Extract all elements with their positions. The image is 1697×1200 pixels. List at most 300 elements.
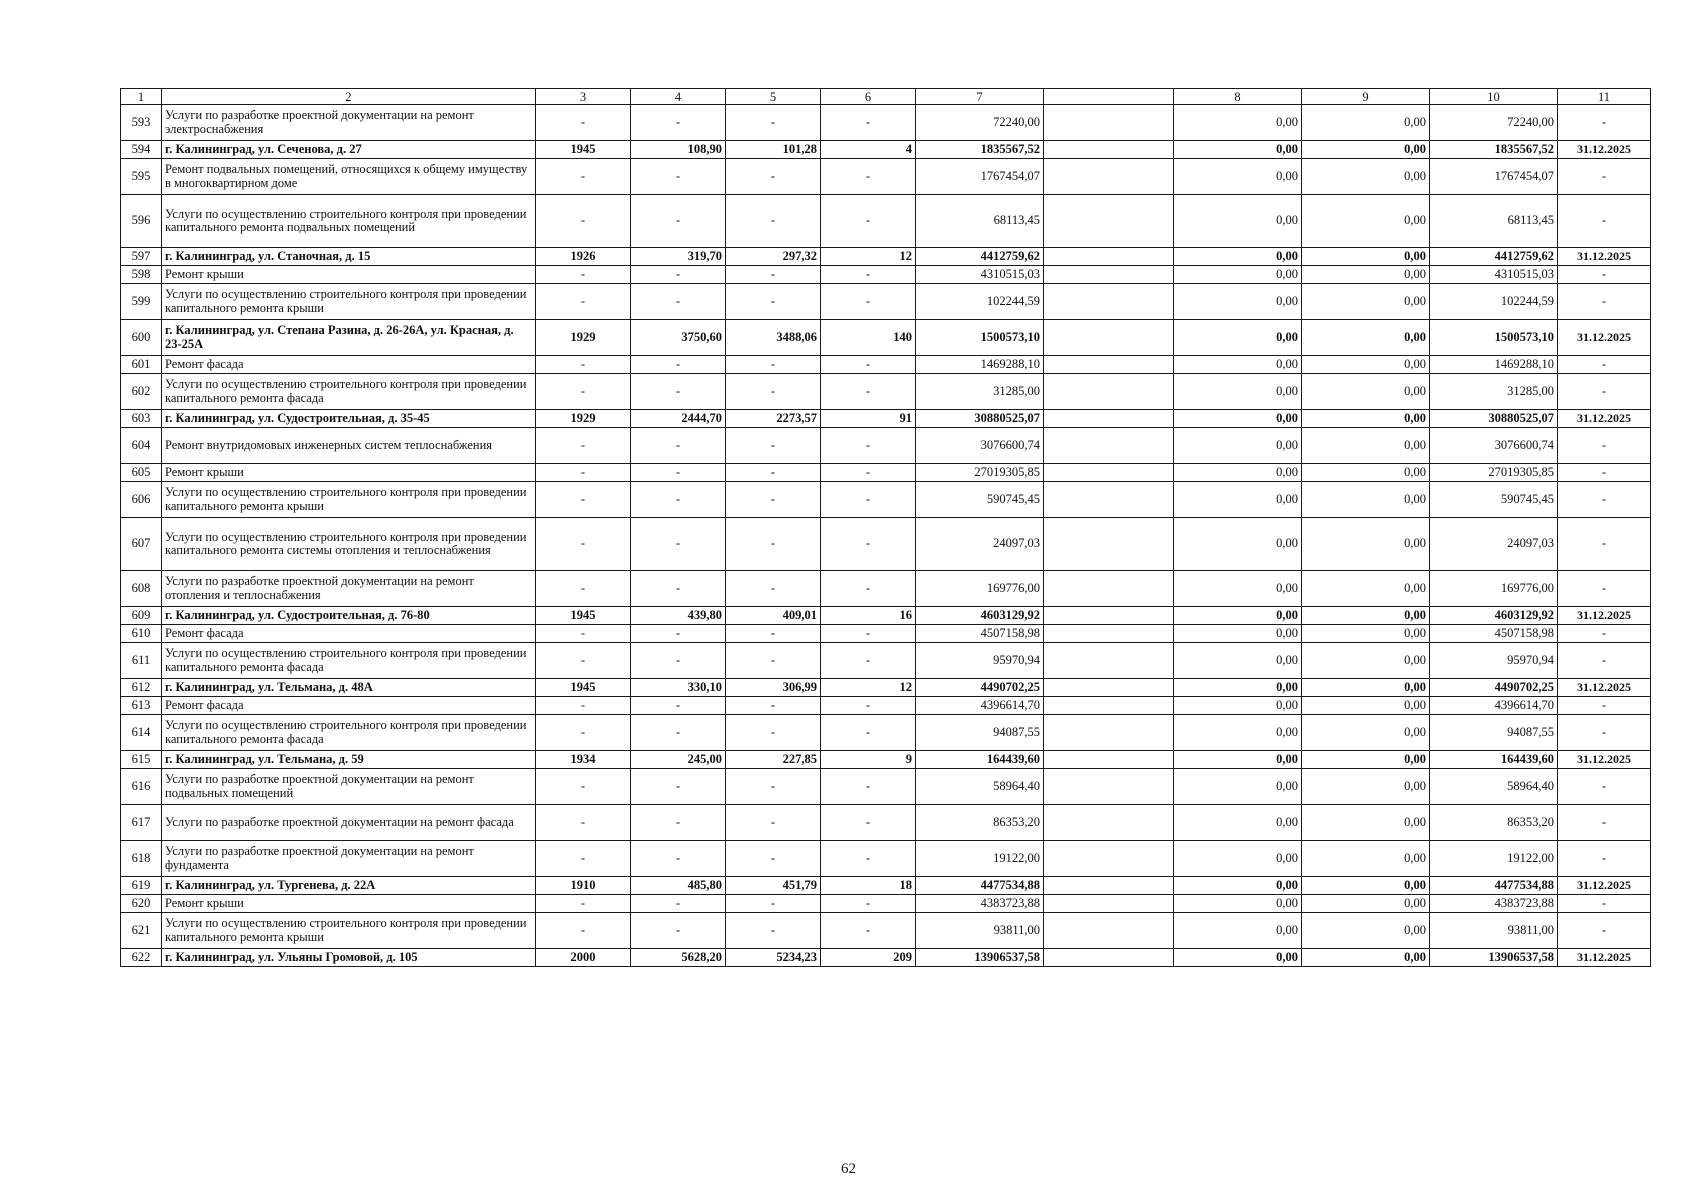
owner-funds: 27019305,85 [1430, 464, 1558, 482]
work-name: г. Калининград, ул. Судостроительная, д. 35-45 [162, 410, 536, 428]
total-area: - [631, 266, 726, 284]
build-year: 1926 [536, 248, 631, 266]
work-item-row [121, 518, 1651, 571]
living-area: - [726, 266, 821, 284]
column-header-1: 1 [121, 89, 162, 105]
living-area: - [726, 356, 821, 374]
completion-date: - [1558, 571, 1651, 607]
build-year: - [536, 571, 631, 607]
budget-share: 0,00 [1302, 769, 1430, 805]
total-area: - [631, 805, 726, 841]
living-area: - [726, 625, 821, 643]
row-number: 603 [121, 410, 162, 428]
residents-count: - [821, 105, 916, 141]
total-area: - [631, 518, 726, 571]
owner-funds: 4310515,03 [1430, 266, 1558, 284]
work-item-row [121, 913, 1651, 949]
blank-cell [1044, 769, 1174, 805]
build-year: - [536, 105, 631, 141]
blank-cell [1044, 518, 1174, 571]
blank-cell [1044, 428, 1174, 464]
fund-share: 0,00 [1174, 195, 1302, 248]
living-area: - [726, 841, 821, 877]
residents-count: - [821, 625, 916, 643]
column-header-blank [1044, 89, 1174, 105]
column-number-row [121, 89, 1651, 105]
total-cost: 102244,59 [916, 284, 1044, 320]
work-name: Ремонт внутридомовых инженерных систем теплоснабжения [162, 428, 536, 464]
work-name: г. Калининград, ул. Тельмана, д. 48А [162, 679, 536, 697]
residents-count: - [821, 769, 916, 805]
fund-share: 0,00 [1174, 877, 1302, 895]
living-area: - [726, 697, 821, 715]
total-cost: 13906537,58 [916, 949, 1044, 967]
blank-cell [1044, 877, 1174, 895]
column-header-3: 3 [536, 89, 631, 105]
owner-funds: 95970,94 [1430, 643, 1558, 679]
fund-share: 0,00 [1174, 625, 1302, 643]
completion-date: - [1558, 518, 1651, 571]
work-name: Услуги по разработке проектной документации на ремонт подвальных помещений [162, 769, 536, 805]
living-area: - [726, 374, 821, 410]
budget-share: 0,00 [1302, 284, 1430, 320]
row-number: 607 [121, 518, 162, 571]
owner-funds: 4507158,98 [1430, 625, 1558, 643]
residents-count: - [821, 518, 916, 571]
blank-cell [1044, 607, 1174, 625]
work-name: Услуги по разработке проектной документации на ремонт фасада [162, 805, 536, 841]
fund-share: 0,00 [1174, 679, 1302, 697]
row-number: 622 [121, 949, 162, 967]
fund-share: 0,00 [1174, 159, 1302, 195]
total-area: 5628,20 [631, 949, 726, 967]
row-number: 606 [121, 482, 162, 518]
living-area: - [726, 895, 821, 913]
build-year: - [536, 643, 631, 679]
blank-cell [1044, 159, 1174, 195]
residents-count: - [821, 464, 916, 482]
work-name: Услуги по осуществлению строительного контроля при проведении капитального ремонта подвальных помещений [162, 195, 536, 248]
address-row [121, 607, 1651, 625]
total-area: - [631, 464, 726, 482]
work-name: Ремонт крыши [162, 895, 536, 913]
completion-date: - [1558, 428, 1651, 464]
address-row [121, 877, 1651, 895]
total-cost: 95970,94 [916, 643, 1044, 679]
blank-cell [1044, 625, 1174, 643]
completion-date: - [1558, 374, 1651, 410]
residents-count: - [821, 643, 916, 679]
total-cost: 4477534,88 [916, 877, 1044, 895]
residents-count: - [821, 428, 916, 464]
residents-count: - [821, 715, 916, 751]
residents-count: 209 [821, 949, 916, 967]
blank-cell [1044, 679, 1174, 697]
build-year: - [536, 697, 631, 715]
work-item-row [121, 715, 1651, 751]
fund-share: 0,00 [1174, 105, 1302, 141]
budget-share: 0,00 [1302, 679, 1430, 697]
build-year: - [536, 428, 631, 464]
blank-cell [1044, 464, 1174, 482]
owner-funds: 68113,45 [1430, 195, 1558, 248]
row-number: 609 [121, 607, 162, 625]
completion-date: - [1558, 625, 1651, 643]
work-name: г. Калининград, ул. Тельмана, д. 59 [162, 751, 536, 769]
row-number: 612 [121, 679, 162, 697]
completion-date: 31.12.2025 [1558, 410, 1651, 428]
total-cost: 4507158,98 [916, 625, 1044, 643]
living-area: - [726, 284, 821, 320]
completion-date: 31.12.2025 [1558, 949, 1651, 967]
budget-share: 0,00 [1302, 697, 1430, 715]
work-item-row [121, 841, 1651, 877]
residents-count: 9 [821, 751, 916, 769]
blank-cell [1044, 643, 1174, 679]
total-area: - [631, 913, 726, 949]
row-number: 598 [121, 266, 162, 284]
residents-count: - [821, 913, 916, 949]
row-number: 610 [121, 625, 162, 643]
table-body [121, 89, 1651, 967]
total-cost: 24097,03 [916, 518, 1044, 571]
row-number: 618 [121, 841, 162, 877]
owner-funds: 102244,59 [1430, 284, 1558, 320]
row-number: 616 [121, 769, 162, 805]
row-number: 594 [121, 141, 162, 159]
build-year: 1934 [536, 751, 631, 769]
completion-date: - [1558, 195, 1651, 248]
fund-share: 0,00 [1174, 841, 1302, 877]
budget-share: 0,00 [1302, 518, 1430, 571]
budget-share: 0,00 [1302, 913, 1430, 949]
living-area: 297,32 [726, 248, 821, 266]
total-cost: 590745,45 [916, 482, 1044, 518]
completion-date: 31.12.2025 [1558, 320, 1651, 356]
living-area: - [726, 643, 821, 679]
budget-share: 0,00 [1302, 195, 1430, 248]
blank-cell [1044, 895, 1174, 913]
owner-funds: 93811,00 [1430, 913, 1558, 949]
owner-funds: 4383723,88 [1430, 895, 1558, 913]
column-header-11: 11 [1558, 89, 1651, 105]
fund-share: 0,00 [1174, 248, 1302, 266]
build-year: - [536, 841, 631, 877]
living-area: - [726, 464, 821, 482]
living-area: 306,99 [726, 679, 821, 697]
work-name: Ремонт фасада [162, 625, 536, 643]
blank-cell [1044, 410, 1174, 428]
total-cost: 30880525,07 [916, 410, 1044, 428]
total-area: - [631, 356, 726, 374]
blank-cell [1044, 697, 1174, 715]
total-cost: 27019305,85 [916, 464, 1044, 482]
work-name: г. Калининград, ул. Ульяны Громовой, д. 105 [162, 949, 536, 967]
build-year: 2000 [536, 949, 631, 967]
work-name: Услуги по разработке проектной документации на ремонт электроснабжения [162, 105, 536, 141]
completion-date: 31.12.2025 [1558, 679, 1651, 697]
total-cost: 1500573,10 [916, 320, 1044, 356]
residents-count: - [821, 159, 916, 195]
budget-share: 0,00 [1302, 374, 1430, 410]
completion-date: - [1558, 769, 1651, 805]
owner-funds: 30880525,07 [1430, 410, 1558, 428]
fund-share: 0,00 [1174, 141, 1302, 159]
total-area: 108,90 [631, 141, 726, 159]
total-cost: 58964,40 [916, 769, 1044, 805]
fund-share: 0,00 [1174, 949, 1302, 967]
owner-funds: 4490702,25 [1430, 679, 1558, 697]
blank-cell [1044, 571, 1174, 607]
column-header-8: 8 [1174, 89, 1302, 105]
budget-share: 0,00 [1302, 805, 1430, 841]
row-number: 599 [121, 284, 162, 320]
living-area: - [726, 428, 821, 464]
work-name: Ремонт крыши [162, 464, 536, 482]
blank-cell [1044, 374, 1174, 410]
living-area: 2273,57 [726, 410, 821, 428]
fund-share: 0,00 [1174, 482, 1302, 518]
budget-share: 0,00 [1302, 410, 1430, 428]
work-name: Ремонт крыши [162, 266, 536, 284]
owner-funds: 31285,00 [1430, 374, 1558, 410]
work-item-row [121, 625, 1651, 643]
build-year: 1945 [536, 607, 631, 625]
blank-cell [1044, 715, 1174, 751]
row-number: 608 [121, 571, 162, 607]
total-area: - [631, 697, 726, 715]
owner-funds: 58964,40 [1430, 769, 1558, 805]
build-year: 1929 [536, 320, 631, 356]
fund-share: 0,00 [1174, 805, 1302, 841]
total-cost: 19122,00 [916, 841, 1044, 877]
build-year: - [536, 195, 631, 248]
living-area: - [726, 769, 821, 805]
total-area: 439,80 [631, 607, 726, 625]
owner-funds: 13906537,58 [1430, 949, 1558, 967]
total-area: - [631, 643, 726, 679]
row-number: 601 [121, 356, 162, 374]
build-year: - [536, 284, 631, 320]
living-area: - [726, 195, 821, 248]
row-number: 595 [121, 159, 162, 195]
address-row [121, 410, 1651, 428]
work-item-row [121, 374, 1651, 410]
blank-cell [1044, 320, 1174, 356]
residents-count: - [821, 195, 916, 248]
living-area: - [726, 715, 821, 751]
work-name: г. Калининград, ул. Тургенева, д. 22А [162, 877, 536, 895]
budget-share: 0,00 [1302, 841, 1430, 877]
build-year: - [536, 895, 631, 913]
total-area: - [631, 571, 726, 607]
budget-share: 0,00 [1302, 895, 1430, 913]
build-year: - [536, 625, 631, 643]
work-name: Услуги по осуществлению строительного контроля при проведении капитального ремонта крыши [162, 482, 536, 518]
owner-funds: 1767454,07 [1430, 159, 1558, 195]
fund-share: 0,00 [1174, 769, 1302, 805]
fund-share: 0,00 [1174, 356, 1302, 374]
work-item-row [121, 895, 1651, 913]
residents-count: - [821, 841, 916, 877]
row-number: 619 [121, 877, 162, 895]
build-year: 1945 [536, 141, 631, 159]
total-area: - [631, 195, 726, 248]
column-header-10: 10 [1430, 89, 1558, 105]
total-cost: 72240,00 [916, 105, 1044, 141]
budget-share: 0,00 [1302, 266, 1430, 284]
total-cost: 1469288,10 [916, 356, 1044, 374]
fund-share: 0,00 [1174, 643, 1302, 679]
completion-date: - [1558, 643, 1651, 679]
owner-funds: 94087,55 [1430, 715, 1558, 751]
fund-share: 0,00 [1174, 697, 1302, 715]
blank-cell [1044, 141, 1174, 159]
fund-share: 0,00 [1174, 284, 1302, 320]
work-name: Ремонт подвальных помещений, относящихся к общему имуществу в многоквартирном доме [162, 159, 536, 195]
row-number: 615 [121, 751, 162, 769]
total-area: - [631, 895, 726, 913]
work-item-row [121, 284, 1651, 320]
build-year: - [536, 805, 631, 841]
row-number: 620 [121, 895, 162, 913]
work-name: Услуги по разработке проектной документации на ремонт отопления и теплоснабжения [162, 571, 536, 607]
living-area: - [726, 482, 821, 518]
total-area: - [631, 715, 726, 751]
build-year: 1945 [536, 679, 631, 697]
total-cost: 1767454,07 [916, 159, 1044, 195]
work-item-row [121, 356, 1651, 374]
residents-count: 12 [821, 679, 916, 697]
total-area: 3750,60 [631, 320, 726, 356]
residents-count: - [821, 374, 916, 410]
total-area: - [631, 284, 726, 320]
work-item-row [121, 105, 1651, 141]
fund-share: 0,00 [1174, 895, 1302, 913]
column-header-9: 9 [1302, 89, 1430, 105]
column-header-4: 4 [631, 89, 726, 105]
work-name: г. Калининград, ул. Станочная, д. 15 [162, 248, 536, 266]
work-name: г. Калининград, ул. Степана Разина, д. 26-26А, ул. Красная, д. 23-25А [162, 320, 536, 356]
living-area: - [726, 105, 821, 141]
total-cost: 4490702,25 [916, 679, 1044, 697]
build-year: - [536, 266, 631, 284]
row-number: 596 [121, 195, 162, 248]
total-cost: 93811,00 [916, 913, 1044, 949]
fund-share: 0,00 [1174, 607, 1302, 625]
budget-share: 0,00 [1302, 356, 1430, 374]
total-area: 485,80 [631, 877, 726, 895]
work-item-row [121, 571, 1651, 607]
budget-share: 0,00 [1302, 159, 1430, 195]
blank-cell [1044, 356, 1174, 374]
fund-share: 0,00 [1174, 428, 1302, 464]
total-cost: 1835567,52 [916, 141, 1044, 159]
work-item-row [121, 643, 1651, 679]
budget-share: 0,00 [1302, 715, 1430, 751]
completion-date: - [1558, 105, 1651, 141]
residents-count: - [821, 482, 916, 518]
column-header-7: 7 [916, 89, 1044, 105]
address-row [121, 679, 1651, 697]
total-area: - [631, 769, 726, 805]
address-row [121, 248, 1651, 266]
living-area: 5234,23 [726, 949, 821, 967]
completion-date: - [1558, 482, 1651, 518]
build-year: - [536, 356, 631, 374]
row-number: 613 [121, 697, 162, 715]
blank-cell [1044, 949, 1174, 967]
living-area: 227,85 [726, 751, 821, 769]
build-year: - [536, 769, 631, 805]
living-area: 3488,06 [726, 320, 821, 356]
fund-share: 0,00 [1174, 266, 1302, 284]
blank-cell [1044, 751, 1174, 769]
residents-count: - [821, 284, 916, 320]
completion-date: 31.12.2025 [1558, 877, 1651, 895]
living-area: 101,28 [726, 141, 821, 159]
completion-date: - [1558, 356, 1651, 374]
capital-repair-table [120, 88, 1651, 967]
address-row [121, 320, 1651, 356]
row-number: 611 [121, 643, 162, 679]
work-item-row [121, 805, 1651, 841]
budget-share: 0,00 [1302, 320, 1430, 356]
owner-funds: 86353,20 [1430, 805, 1558, 841]
budget-share: 0,00 [1302, 625, 1430, 643]
total-cost: 4603129,92 [916, 607, 1044, 625]
owner-funds: 1835567,52 [1430, 141, 1558, 159]
total-cost: 4396614,70 [916, 697, 1044, 715]
fund-share: 0,00 [1174, 410, 1302, 428]
blank-cell [1044, 248, 1174, 266]
owner-funds: 72240,00 [1430, 105, 1558, 141]
build-year: - [536, 482, 631, 518]
column-header-5: 5 [726, 89, 821, 105]
row-number: 600 [121, 320, 162, 356]
work-name: Услуги по осуществлению строительного контроля при проведении капитального ремонта фасада [162, 715, 536, 751]
budget-share: 0,00 [1302, 877, 1430, 895]
work-name: Услуги по осуществлению строительного контроля при проведении капитального ремонта крыши [162, 284, 536, 320]
total-area: - [631, 105, 726, 141]
address-row [121, 751, 1651, 769]
row-number: 605 [121, 464, 162, 482]
row-number: 617 [121, 805, 162, 841]
blank-cell [1044, 913, 1174, 949]
owner-funds: 4477534,88 [1430, 877, 1558, 895]
budget-share: 0,00 [1302, 105, 1430, 141]
work-name: Услуги по осуществлению строительного контроля при проведении капитального ремонта фасада [162, 374, 536, 410]
residents-count: 4 [821, 141, 916, 159]
blank-cell [1044, 805, 1174, 841]
completion-date: 31.12.2025 [1558, 141, 1651, 159]
work-name: Услуги по осуществлению строительного контроля при проведении капитального ремонта фасада [162, 643, 536, 679]
residents-count: 91 [821, 410, 916, 428]
living-area: - [726, 805, 821, 841]
total-cost: 164439,60 [916, 751, 1044, 769]
total-cost: 68113,45 [916, 195, 1044, 248]
completion-date: - [1558, 464, 1651, 482]
budget-share: 0,00 [1302, 571, 1430, 607]
fund-share: 0,00 [1174, 913, 1302, 949]
build-year: 1929 [536, 410, 631, 428]
column-header-6: 6 [821, 89, 916, 105]
row-number: 602 [121, 374, 162, 410]
work-name: Услуги по осуществлению строительного контроля при проведении капитального ремонта системы отопления и теплоснабжения [162, 518, 536, 571]
budget-share: 0,00 [1302, 248, 1430, 266]
work-name: Ремонт фасада [162, 697, 536, 715]
total-area: 319,70 [631, 248, 726, 266]
